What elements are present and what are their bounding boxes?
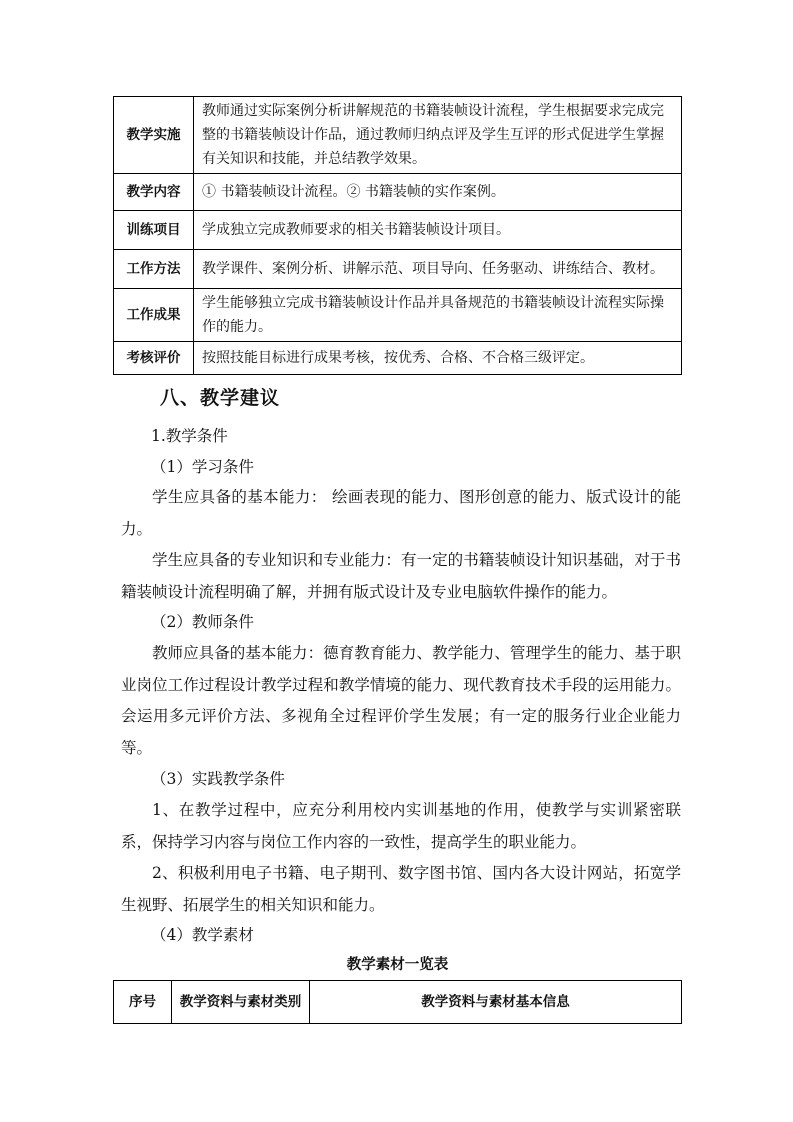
materials-table-caption: 教学素材一览表	[346, 957, 449, 973]
column-header-category: 教学资料与素材类别	[172, 981, 310, 1024]
paragraph-practice-1: 1、在教学过程中，应充分利用校内实训基地的作用，使教学与实训紧密联系，保持学习内容与岗位工作内容的一致性，提高学生的职业能力。	[121, 801, 681, 851]
subheading-teaching-materials: （4）教学素材	[151, 926, 254, 944]
column-header-info: 教学资料与素材基本信息	[310, 981, 682, 1024]
heading-teaching-conditions: 1.教学条件	[151, 427, 228, 445]
materials-table	[113, 980, 682, 1024]
table-row	[114, 289, 682, 342]
section-title: 八、教学建议	[160, 387, 281, 409]
table-row	[114, 97, 682, 174]
table-row	[114, 174, 682, 211]
paragraph-practice-2: 2、积极利用电子书籍、电子期刊、数字图书馆、国内各大设计网站，拓宽学生视野、拓展学生的相关知识和能力。	[121, 864, 681, 914]
paragraph-teacher-abilities: 教师应具备的基本能力：德育教育能力、教学能力、管理学生的能力、基于职业岗位工作过程设计教学过程和教学情境的能力、现代教育技术手段的运用能力。会运用多元评价方法、多视角全过程评价学生发展；有一定的服务行业企业能力等。	[121, 644, 681, 757]
row-value: ① 书籍装帧设计流程。② 书籍装帧的实作案例。	[194, 174, 682, 211]
table-row	[114, 250, 682, 289]
row-label: 工作方法	[114, 250, 194, 289]
row-label: 训练项目	[114, 211, 194, 250]
row-label: 教学内容	[114, 174, 194, 211]
subheading-practice-conditions: （3）实践教学条件	[151, 770, 285, 788]
row-value: 教学课件、案例分析、讲解示范、项目导向、任务驱动、讲练结合、教材。	[194, 250, 682, 289]
row-label: 考核评价	[114, 342, 194, 375]
row-label: 工作成果	[114, 289, 194, 342]
row-value: 学生能够独立完成书籍装帧设计作品并具备规范的书籍装帧设计流程实际操作的能力。	[194, 289, 682, 342]
row-label: 教学实施	[114, 97, 194, 174]
row-value: 按照技能目标进行成果考核，按优秀、合格、不合格三级评定。	[194, 342, 682, 375]
paragraph-basic-abilities: 学生应具备的基本能力： 绘画表现的能力、图形创意的能力、版式设计的能力。	[121, 488, 681, 538]
row-value: 学成独立完成教师要求的相关书籍装帧设计项目。	[194, 211, 682, 250]
paragraph-professional-abilities: 学生应具备的专业知识和专业能力：有一定的书籍装帧设计知识基础，对于书籍装帧设计流程明确了解，并拥有版式设计及专业电脑软件操作的能力。	[121, 551, 681, 601]
subheading-learning-conditions: （1）学习条件	[151, 458, 254, 476]
course-info-table	[113, 96, 682, 375]
table-header-row	[114, 981, 682, 1024]
column-header-index: 序号	[114, 981, 172, 1024]
subheading-teacher-conditions: （2）教师条件	[151, 613, 254, 631]
table-row	[114, 342, 682, 375]
row-value: 教师通过实际案例分析讲解规范的书籍装帧设计流程，学生根据要求完成完整的书籍装帧设计作品，通过教师归纳点评及学生互评的形式促进学生掌握有关知识和技能，并总结教学效果。	[194, 97, 682, 174]
table-row	[114, 211, 682, 250]
